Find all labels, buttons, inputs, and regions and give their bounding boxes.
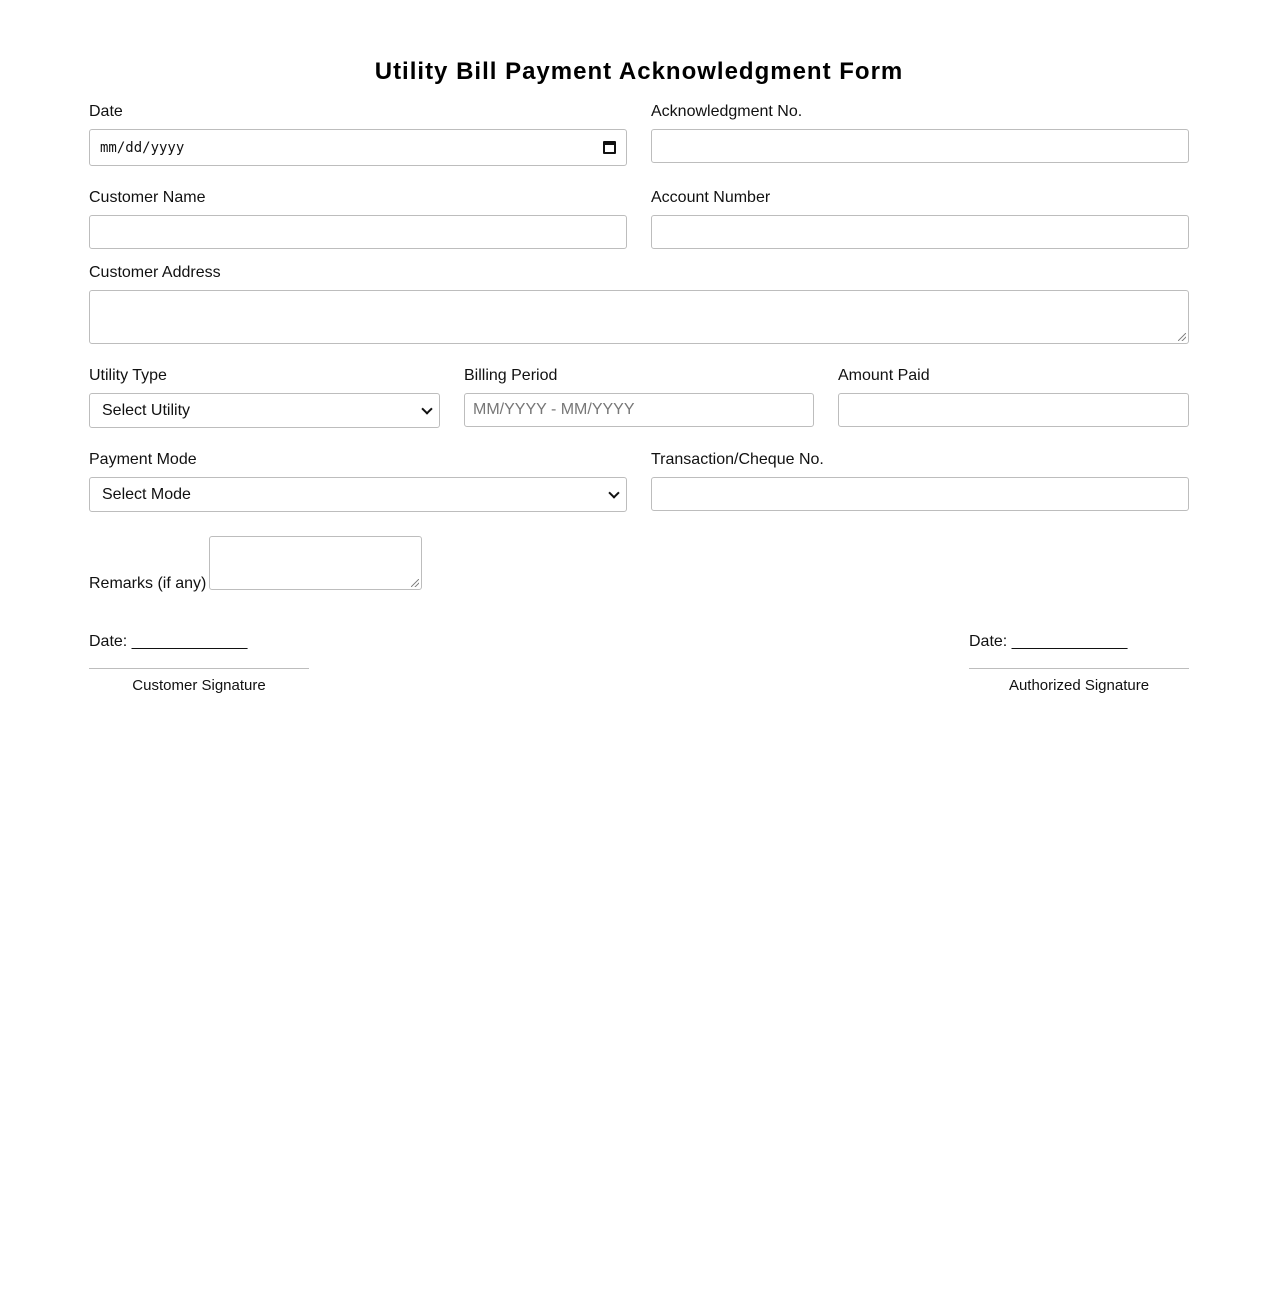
utility-type-selected: Select Utility bbox=[102, 401, 191, 419]
date-input[interactable] bbox=[89, 129, 627, 166]
form-title: Utility Bill Payment Acknowledgment Form bbox=[374, 58, 904, 85]
ack-no-input[interactable] bbox=[651, 129, 1189, 163]
chevron-down-icon bbox=[421, 403, 432, 414]
authorized-date-line: Date: _____________ bbox=[969, 633, 1128, 650]
customer-address-label: Customer Address bbox=[89, 264, 221, 281]
utility-type-label: Utility Type bbox=[89, 367, 167, 384]
customer-signature-label: Customer Signature bbox=[132, 677, 266, 694]
payment-mode-label: Payment Mode bbox=[89, 451, 197, 468]
resize-handle-icon[interactable] bbox=[411, 579, 419, 587]
account-number-input[interactable] bbox=[651, 215, 1189, 249]
transaction-no-label: Transaction/Cheque No. bbox=[651, 451, 824, 468]
customer-name-input[interactable] bbox=[89, 215, 627, 249]
amount-paid-label: Amount Paid bbox=[838, 367, 930, 384]
account-number-label: Account Number bbox=[651, 189, 771, 206]
chevron-down-icon bbox=[608, 487, 619, 498]
billing-period-input[interactable] bbox=[464, 393, 814, 427]
remarks-label: Remarks (if any) bbox=[89, 575, 207, 592]
customer-signature-line bbox=[89, 668, 309, 669]
resize-handle-icon[interactable] bbox=[1178, 333, 1186, 341]
date-label: Date bbox=[89, 103, 123, 120]
authorized-signature-line bbox=[969, 668, 1189, 669]
remarks-textarea[interactable] bbox=[209, 536, 422, 590]
utility-type-select[interactable] bbox=[89, 393, 440, 428]
billing-period-label: Billing Period bbox=[464, 367, 558, 384]
billing-period-placeholder: MM/YYYY - MM/YYYY bbox=[473, 401, 635, 418]
authorized-signature-label: Authorized Signature bbox=[1008, 677, 1150, 694]
calendar-icon[interactable] bbox=[603, 141, 616, 154]
ack-no-label: Acknowledgment No. bbox=[651, 103, 803, 120]
payment-mode-select[interactable] bbox=[89, 477, 627, 512]
transaction-no-input[interactable] bbox=[651, 477, 1189, 511]
customer-date-line: Date: _____________ bbox=[89, 633, 248, 650]
amount-paid-input[interactable] bbox=[838, 393, 1189, 427]
customer-address-textarea[interactable] bbox=[89, 290, 1189, 344]
payment-mode-selected: Select Mode bbox=[102, 485, 191, 503]
customer-name-label: Customer Name bbox=[89, 189, 206, 206]
date-placeholder: mm/dd/yyyy bbox=[100, 139, 185, 156]
